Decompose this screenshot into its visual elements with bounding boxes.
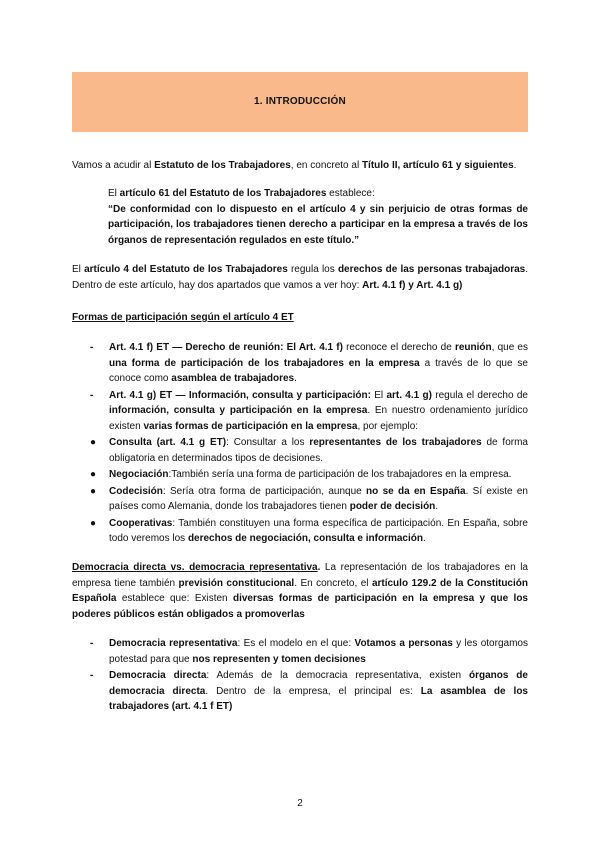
bold-run: varias formas de participación en la empresa xyxy=(143,420,358,432)
bold-run: artículo 4 del Estatuto de los Trabajadores xyxy=(84,264,288,275)
list-item xyxy=(90,435,528,466)
list-item xyxy=(90,668,528,715)
bold-run: artículo 61 del Estatuto de los Trabajadores xyxy=(119,188,327,199)
text-run: . xyxy=(294,373,297,384)
bold-run: Art. 4.1 g) ET — Información, consulta y participación: xyxy=(109,389,371,401)
bold-run: . xyxy=(317,562,321,573)
dash-marker: - xyxy=(90,670,94,681)
bold-run: no se da en España xyxy=(366,485,466,497)
bold-run: poder de decisión xyxy=(349,501,436,512)
dash-marker: - xyxy=(90,638,94,649)
text-run: reconoce el derecho de xyxy=(342,342,455,353)
bold-run: Art. 4.1 f) ET — Derecho de reunión: El Art. 4.1 f) xyxy=(109,342,343,353)
bold-run: Consulta (art. 4.1 g ET) xyxy=(109,437,227,448)
bold-run: nos representen y tomen decisiones xyxy=(192,653,366,665)
page-number: 2 xyxy=(297,798,303,809)
bold-run: información, consulta y participación en la empresa xyxy=(109,405,368,416)
bold-run: Votamos a personas xyxy=(354,638,453,649)
dash-marker: - xyxy=(90,342,94,353)
dash-marker: - xyxy=(90,389,94,401)
list-item xyxy=(90,484,528,515)
text-run: . xyxy=(513,160,517,171)
bold-run: órganos de democracia directa xyxy=(109,670,528,697)
text-run: El xyxy=(370,389,387,401)
text-run: : Además de la democracia representativa, existen xyxy=(206,670,469,681)
section-header-title: 1. INTRODUCCIÓN xyxy=(254,96,346,108)
text-run: El xyxy=(72,264,85,275)
bold-run: art. 4.1 g) xyxy=(386,389,432,401)
section-header-box xyxy=(72,72,528,132)
text-run: , que es xyxy=(491,342,528,353)
text-run: regula el derecho de xyxy=(431,389,528,401)
list-item xyxy=(90,636,528,667)
bold-run: Codecisión xyxy=(109,485,163,497)
bold-run: Cooperativas xyxy=(109,517,173,529)
bold-run: “De conformidad con lo dispuesto en el artículo 4 y sin perjuicio de otras formas de participación, los trabajadores tienen derecho a participar en la empresa a través de los órganos de representación regulados en este título.” xyxy=(108,203,528,246)
text-run: . xyxy=(435,501,439,512)
section-title-formas: Formas de participación según el artículo 4 ET xyxy=(72,312,294,323)
list-item xyxy=(90,467,528,483)
bold-run: una forma de participación de los trabajadores en la empresa xyxy=(109,357,420,369)
bold-run: asamblea de trabajadores xyxy=(171,373,295,384)
text-run: . Sí existe en países como Alemania, donde los trabajadores tienen xyxy=(109,485,528,512)
text-run: :También sería una forma de participación de los trabajadores en la empresa. xyxy=(168,469,512,480)
text-run: Vamos a acudir al xyxy=(72,160,155,171)
text-run: . En nuestro ordenamiento jurídico existen xyxy=(109,405,528,432)
bold-run: diversas formas de participación en la empresa y que los poderes públicos están obligados a promoverlas xyxy=(72,593,528,620)
text-run: . Dentro de la empresa, el principal es: xyxy=(205,685,421,697)
text-run: El xyxy=(108,188,120,199)
text-run: establece: xyxy=(326,188,375,199)
bold-run: Democracia representativa xyxy=(109,638,238,649)
bold-run: Art. 4.1 f) y Art. 4.1 g) xyxy=(362,279,463,291)
bullet-marker: ● xyxy=(90,469,97,480)
quote-block xyxy=(108,186,528,248)
bold-run: representantes de los trabajadores xyxy=(309,437,482,448)
text-run: de forma obligatoria en determinados tipos de decisiones. xyxy=(109,437,528,464)
bold-run: derechos de las personas trabajadoras xyxy=(337,264,526,275)
bold-run: previsión constitucional xyxy=(178,577,295,589)
list-item xyxy=(90,516,528,547)
bullet-marker: ● xyxy=(90,485,97,497)
text-run: : Consultar a los xyxy=(226,437,310,448)
intro-paragraph xyxy=(72,158,528,174)
bold-run: artículo 129.2 de la Constitución Española xyxy=(72,577,528,604)
text-run: . En concreto, el xyxy=(294,577,372,589)
quote-text xyxy=(108,202,528,249)
bold-run: Estatuto de los Trabajadores xyxy=(154,160,291,171)
bold-run: Democracia directa xyxy=(109,670,207,681)
bold-run: Negociación xyxy=(109,469,169,480)
bold-run: Título II, artículo 61 y siguientes xyxy=(361,160,514,171)
quote-intro xyxy=(108,186,528,202)
text-run: , por ejemplo: xyxy=(357,420,419,432)
text-run: . Dentro de este artículo, hay dos apartados que vamos a ver hoy: xyxy=(72,264,529,291)
bold-run: reunión xyxy=(454,342,492,353)
bold-run: La asamblea de los trabajadores (art. 4.1 f ET) xyxy=(109,685,528,712)
text-run: establece que: Existen xyxy=(116,593,233,604)
article-4-paragraph xyxy=(72,262,528,293)
underlined-heading: Democracia directa vs. democracia representativa xyxy=(72,562,318,573)
bullet-marker: ● xyxy=(90,517,97,529)
text-run: a través de lo que se conoce como xyxy=(109,357,528,384)
text-run: . xyxy=(423,533,426,544)
list-item xyxy=(90,340,528,387)
text-run: : Sería otra forma de participación, aunque xyxy=(162,485,367,497)
text-run: : Es el modelo en el que: xyxy=(237,638,355,649)
list-item xyxy=(90,388,528,435)
text-run: y les otorgamos potestad para que xyxy=(109,638,528,665)
bold-run: derechos de negociación, consulta e información xyxy=(187,533,423,544)
participation-forms-list xyxy=(90,340,528,548)
text-run: : También constituyen una forma específica de participación. En España, sobre todo veremos los xyxy=(109,517,528,544)
democracy-types-list xyxy=(90,636,528,716)
text-run: , en concreto al xyxy=(290,160,362,171)
democracy-paragraph xyxy=(72,560,528,622)
bullet-marker: ● xyxy=(90,437,97,448)
text-run: regula los xyxy=(287,264,338,275)
text-run: La representación de los trabajadores en la empresa tiene también xyxy=(72,562,528,589)
